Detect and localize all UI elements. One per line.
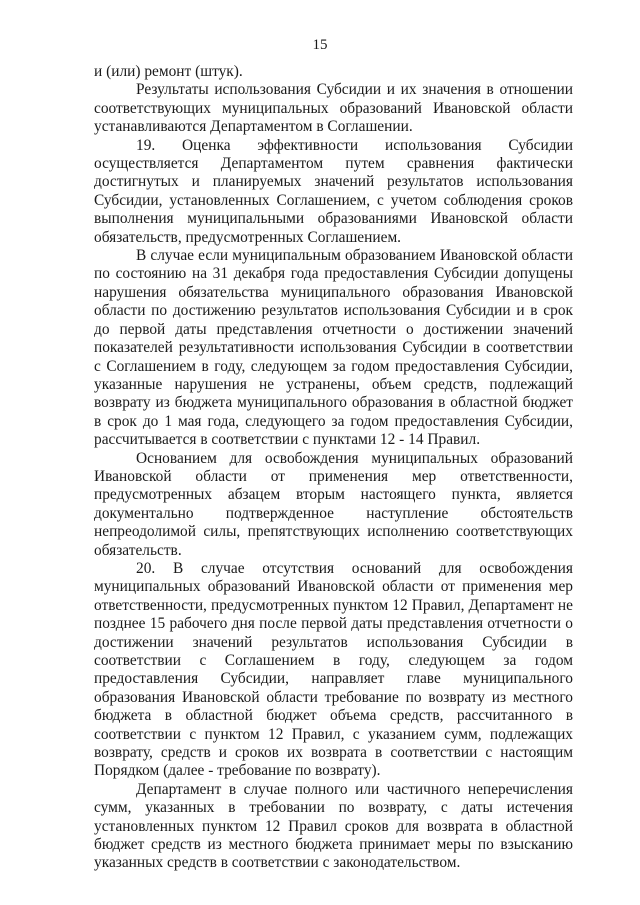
paragraph: Департамент в случае полного или частичного неперечисления сумм, указанных в требовании по возврату, с даты истечения установленных пунктом 12 Правил сроков для возврата в областной бюджет средств из местного бюджета принимает меры по взысканию указанных средств в соответствии с законодательством.: [94, 780, 573, 872]
page-number: 15: [312, 37, 328, 53]
paragraph: и (или) ремонт (штук).: [94, 63, 243, 80]
document-body: [94, 63, 573, 873]
paragraph: 19. Оценка эффективности использования Субсидии осуществляется Департаментом путем сравнения фактически достигнутых и планируемых значений результатов использования Субсидии, установленных Соглашением, с учетом соблюдения сроков выполнения муниципальными образованиями Ивановской области обязательств, предусмотренных Соглашением.: [94, 136, 573, 246]
paragraph: Основанием для освобождения муниципальных образований Ивановской области от применения мер ответственности, предусмотренных абзацем вторым настоящего пункта, является документально подтвержденное наступление обстоятельств непреодолимой силы, препятствующих исполнению соответствующих обязательств.: [94, 449, 573, 559]
paragraph: 20. В случае отсутствия оснований для освобождения муниципальных образований Ивановской области от применения мер ответственности, предусмотренных пунктом 12 Правил, Департамент не позднее 15 рабочего дня после первой даты представления отчетности о достижении значений результатов использования Субсидии в соответствии с Соглашением в году, следующем за годом предоставления Субсидии, направляет главе муниципального образования Ивановской области требование по возврату из местного бюджета в областной бюджет объема средств, рассчитанного в соответствии с пунктом 12 Правил, с указанием сумм, подлежащих возврату, средств и сроков их возврата в соответствии с настоящим Порядком (далее - требование по возврату).: [94, 559, 573, 780]
paragraph: В случае если муниципальным образованием Ивановской области по состоянию на 31 декабря года предоставления Субсидии допущены нарушения обязательства муниципального образования Ивановской области по достижению результатов использования Субсидии и в срок до первой даты представления отчетности о достижении значений показателей результативности использования Субсидии в соответствии с Соглашением в году, следующем за годом предоставления Субсидии, указанные нарушения не устранены, объем средств, подлежащий возврату из бюджета муниципального образования в областной бюджет в срок до 1 мая года, следующего за годом предоставления Субсидии, рассчитывается в соответствии с пунктами 12 - 14 Правил.: [94, 247, 573, 449]
paragraph: Результаты использования Субсидии и их значения в отношении соответствующих муниципальных образований Ивановской области устанавливаются Департаментом в Соглашении.: [94, 81, 573, 136]
